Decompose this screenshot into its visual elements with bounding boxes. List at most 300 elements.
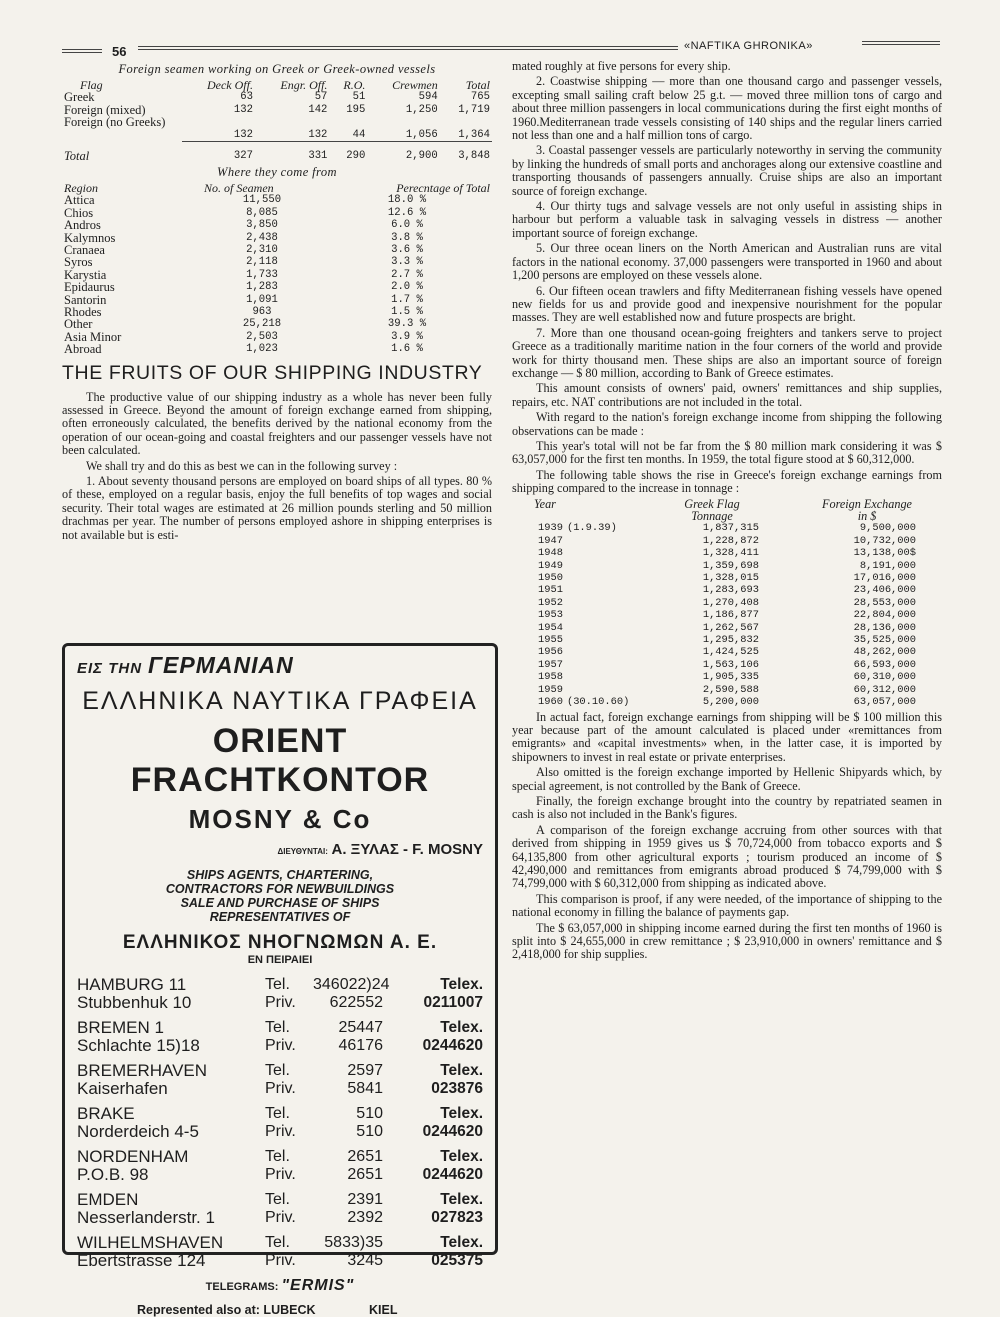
fx-cell: 13,138,00$ xyxy=(853,547,916,560)
percentage-cell: 6.0 % xyxy=(391,219,423,232)
year-cell: 1951 xyxy=(538,584,563,597)
percentage-cell: 3.8 % xyxy=(391,231,423,244)
ad-priv-label: Priv. xyxy=(265,1252,296,1269)
col-region: Region xyxy=(64,180,98,195)
table-row xyxy=(62,91,492,103)
ad-priv-value: 510 xyxy=(356,1123,383,1140)
table-row xyxy=(62,232,492,244)
ad-priv-label: Priv. xyxy=(265,1123,296,1140)
ad-office-phones xyxy=(265,976,391,1012)
ad-office-address xyxy=(77,1019,265,1055)
ad-office-city: BREMEN 1 xyxy=(77,1018,164,1037)
ad-office-street: Kaiserhafen xyxy=(77,1079,168,1098)
ad-represented-also-text: Represented also at: LUBECK xyxy=(137,1303,316,1317)
table-row xyxy=(512,572,942,584)
table-row xyxy=(512,684,942,696)
fx-cell: 8,191,000 xyxy=(859,559,916,572)
col-engr: Engr. Off. xyxy=(280,78,328,92)
ad-office-telex xyxy=(391,1191,483,1227)
header-rule-right xyxy=(862,41,940,45)
col-fx: Foreign Exchange xyxy=(822,496,912,511)
note-cell xyxy=(565,634,661,646)
fx-cell: 35,525,000 xyxy=(853,634,916,647)
table-row xyxy=(62,129,492,142)
table-row xyxy=(512,560,942,572)
grand-total: 3,848 xyxy=(458,149,490,162)
fx-cell: 23,406,000 xyxy=(853,584,916,597)
ad-office xyxy=(77,1105,483,1141)
year-cell: 1949 xyxy=(538,559,563,572)
paragraph: 7. More than one thousand ocean-going freighters and tankers serve to project Greece as a traditionally maritime nation in the four corners of the world and provide work for thirty thousand men. These ships are also an important source of foreign exchange — $ 80 million, according to Bank of Greece estimates. xyxy=(512,325,942,380)
ad-office-telex xyxy=(391,1148,483,1184)
engr-cell: 132 xyxy=(255,129,329,142)
ad-priv-value: 2392 xyxy=(347,1209,383,1226)
region-cell: Rhodes xyxy=(64,305,102,319)
ad-tel-value: 2597 xyxy=(347,1062,383,1079)
ad-office xyxy=(77,1191,483,1227)
ad-office xyxy=(77,976,483,1012)
col-crew: Crewmen xyxy=(392,78,438,92)
table-row xyxy=(512,671,942,683)
ad-office xyxy=(77,1234,483,1270)
ad-tel-label: Tel. xyxy=(265,1062,290,1079)
header-rule-left xyxy=(62,49,102,53)
table-row xyxy=(512,634,942,646)
fx-cell: 66,593,000 xyxy=(853,658,916,671)
seamen-cell: 8,085 xyxy=(246,206,278,219)
note-cell: (30.10.60) xyxy=(566,696,630,709)
note-cell xyxy=(565,584,661,596)
ad-office-address xyxy=(77,976,265,1012)
fx-cell: 17,016,000 xyxy=(853,572,916,585)
ad-office-phones xyxy=(265,1105,391,1141)
tonnage-cell: 1,359,698 xyxy=(702,559,759,572)
percentage-cell: 18.0 % xyxy=(387,194,427,207)
ad-services xyxy=(77,868,483,924)
ro-cell: 195 xyxy=(346,103,366,116)
ad-office-phones xyxy=(265,1234,391,1270)
tonnage-cell: 1,328,015 xyxy=(702,572,759,585)
note-cell xyxy=(565,535,661,547)
ro-cell: 44 xyxy=(329,129,367,142)
ad-directors-names: Α. ΞΥΛΑΣ - F. MOSNY xyxy=(331,841,483,858)
flag-cell: Foreign (no Greeks) xyxy=(64,115,166,130)
region-cell: Chios xyxy=(64,205,94,220)
left-column xyxy=(62,62,492,544)
paragraph: Also omitted is the foreign exchange imported by Hellenic Shipyards which, by special agreement, is not controlled by the Bank of Greece. xyxy=(512,765,942,793)
paragraph: The following table shows the rise in Greece's foreign exchange earnings from shipping compared to the increase in tonnage : xyxy=(512,467,942,496)
origin-table xyxy=(62,182,492,194)
note-cell xyxy=(565,684,661,696)
year-cell: 1948 xyxy=(538,547,563,560)
origin-table-title: Where they come from xyxy=(217,164,337,179)
ad-office-city: WILHELMSHAVEN xyxy=(77,1233,224,1252)
ad-greek-name: ΕΛΛΗΝΙΚΑ ΝΑΥΤΙΚΑ ΓΡΑΦΕΙΑ xyxy=(82,687,478,715)
seamen-cell: 2,310 xyxy=(246,243,278,256)
ad-office-city: EMDEN xyxy=(77,1190,139,1209)
fx-cell: 60,310,000 xyxy=(853,671,916,684)
percentage-cell: 3.9 % xyxy=(391,330,423,343)
flag-cell: Greek xyxy=(64,90,95,105)
ad-telex-value: 025375 xyxy=(431,1252,483,1269)
fx-cell: 9,500,000 xyxy=(859,522,916,535)
ad-tel-label: Tel. xyxy=(265,1019,290,1036)
percentage-cell: 1.5 % xyxy=(391,306,423,318)
table-row xyxy=(512,535,942,547)
flag-cell: Foreign (mixed) xyxy=(64,102,146,117)
seamen-cell: 1,733 xyxy=(246,268,278,281)
seamen-cell: 3,850 xyxy=(246,219,278,232)
ad-tel-value: 346022)24 xyxy=(313,976,390,993)
ad-telegrams-value: "ERMIS" xyxy=(281,1277,355,1294)
table-row xyxy=(62,207,492,219)
note-cell xyxy=(565,659,661,671)
ad-company-name: ORIENT FRACHTKONTOR xyxy=(130,722,430,799)
table-row xyxy=(62,281,492,293)
ad-tel-value: 2391 xyxy=(347,1191,383,1208)
paragraph: 5. Our three ocean liners on the North American and Australian runs are vital factors in the national economy. 37,000 passengers were transported in 1960 and about 1,200 persons are employed on these vessels alone. xyxy=(512,241,942,283)
col-total: Total xyxy=(465,78,490,92)
percentage-cell: 3.3 % xyxy=(391,256,423,269)
note-cell xyxy=(565,560,661,572)
paragraph: This amount consists of owners' paid, owners' remittances and ship supplies, repairs, etc. NAT contributions are not included in the total. xyxy=(512,381,942,409)
table-row xyxy=(512,609,942,621)
ad-office-address xyxy=(77,1062,265,1098)
year-cell: 1957 xyxy=(538,658,563,671)
ad-kiel: KIEL xyxy=(369,1303,398,1317)
tonnage-cell: 1,186,877 xyxy=(702,609,759,622)
paragraph: The productive value of our shipping industry as a whole has never been fully assessed in Greece. Beyond the amount of foreign exchange earned from shipping, often erroneously calculated, the benefits derived by the national economy from the operation of our ocean-going and coastal freighters and our passenger vessels have not been calculated. xyxy=(62,389,492,458)
ad-represented-company: ΕΛΛΗΝΙΚΟΣ ΝΗΟΓΝΩΜΩΝ Α. Ε. xyxy=(122,932,438,953)
table-row xyxy=(62,343,492,355)
region-cell: Abroad xyxy=(64,342,102,357)
tonnage-cell: 1,563,106 xyxy=(702,658,759,671)
table-row xyxy=(62,294,492,306)
fx-cell: 48,262,000 xyxy=(853,646,916,659)
ad-directors-label: ΔΙΕΥΘΥΝΤΑΙ: xyxy=(277,847,328,856)
crew-cell: 1,056 xyxy=(367,129,439,142)
note-cell xyxy=(565,671,661,683)
engr-cell: 57 xyxy=(314,91,328,104)
deck-cell: 63 xyxy=(240,91,253,104)
paragraph: 6. Our fifteen ocean trawlers and fifty Mediterranean fishing vessels have opened new fields for us and provide good and inexpensive nourishment for the popular masses. They are well established now and future prospects are bright. xyxy=(512,283,942,325)
ad-office-list xyxy=(77,976,483,1270)
ad-office-phones xyxy=(265,1019,391,1055)
note-cell xyxy=(565,646,661,658)
table-row xyxy=(62,306,492,318)
fx-cell: 22,804,000 xyxy=(853,609,916,622)
table-row xyxy=(512,597,942,609)
seamen-cell: 11,550 xyxy=(242,194,282,207)
ad-telex-value: 027823 xyxy=(431,1209,483,1226)
note-cell xyxy=(565,609,661,621)
ad-telex-label: Telex. xyxy=(440,976,483,993)
ad-office-phones xyxy=(265,1148,391,1184)
col-flag: Flag xyxy=(80,78,103,92)
percentage-cell: 1.7 % xyxy=(391,293,423,306)
region-cell: Other xyxy=(64,317,93,332)
region-cell: Asia Minor xyxy=(64,329,122,344)
region-cell: Santorin xyxy=(64,292,107,307)
note-cell xyxy=(565,597,661,609)
ad-top-small: ΕΙΣ ΤΗΝ xyxy=(77,660,143,677)
table-row xyxy=(512,696,942,708)
seamen-table xyxy=(62,79,492,162)
ad-represented-location: ΕΝ ΠΕΙΡΑΙΕΙ xyxy=(247,954,313,966)
ad-priv-value: 5841 xyxy=(347,1080,383,1097)
col-fx-2: in $ xyxy=(857,509,877,523)
origin-table-body xyxy=(62,194,492,355)
ad-office-phones xyxy=(265,1191,391,1227)
total-label: Total xyxy=(64,148,90,163)
ro-cell: 51 xyxy=(352,91,366,104)
ad-service-line: SALE AND PURCHASE OF SHIPS xyxy=(180,896,380,910)
year-cell: 1955 xyxy=(538,634,563,647)
tonnage-cell: 1,262,567 xyxy=(702,621,759,634)
ad-represented-also xyxy=(77,1303,483,1317)
seamen-cell: 1,283 xyxy=(246,281,278,294)
total-cell: 1,719 xyxy=(458,103,490,116)
ad-priv-label: Priv. xyxy=(265,1166,296,1183)
ad-office-address xyxy=(77,1105,265,1141)
year-cell: 1952 xyxy=(538,596,563,609)
paragraph: 1. About seventy thousand persons are employed on board ships of all types. 80 % of these, employed on a regular basis, enjoy the full benefits of top wages and social security. Their total wages are estimated at 26 million pounds sterling and 50 million drachmas per year. The number of persons employed ashore in shipping enterprises is not available but is esti- xyxy=(62,474,492,542)
year-cell: 1947 xyxy=(538,534,563,547)
ad-office-street: Ebertstrasse 124 xyxy=(77,1251,206,1270)
ad-top-big: ΓΕΡΜΑΝΙΑΝ xyxy=(148,652,294,678)
ad-tel-value: 25447 xyxy=(338,1019,383,1036)
ad-office-address xyxy=(77,1191,265,1227)
tonnage-cell: 1,837,315 xyxy=(702,522,759,535)
ad-office-telex xyxy=(391,1105,483,1141)
table-row xyxy=(62,318,492,330)
ad-priv-label: Priv. xyxy=(265,1080,296,1097)
seamen-cell: 1,023 xyxy=(246,343,278,356)
origin-table-header xyxy=(62,182,492,194)
seamen-table-title: Foreign seamen working on Greek or Greek-owned vessels xyxy=(118,62,436,76)
ad-office-street: P.O.B. 98 xyxy=(77,1165,149,1184)
ad-telex-value: 0211007 xyxy=(423,994,483,1011)
ad-office-address xyxy=(77,1234,265,1270)
ad-office-city: NORDENHAM xyxy=(77,1147,189,1166)
ad-company-name-2: MOSNY & Co xyxy=(188,804,372,834)
ad-office xyxy=(77,1148,483,1184)
table-row xyxy=(62,331,492,343)
fx-cell: 28,136,000 xyxy=(853,621,916,634)
total-row xyxy=(62,150,492,162)
engr-total: 331 xyxy=(308,149,328,162)
ad-telex-label: Telex. xyxy=(440,1019,483,1036)
fx-cell: 10,732,000 xyxy=(853,534,916,547)
tonnage-cell: 1,228,872 xyxy=(702,534,759,547)
ad-tel-label: Tel. xyxy=(265,1148,290,1165)
fx-table-header xyxy=(512,498,942,523)
page-number: 56 xyxy=(112,44,127,59)
tonnage-cell: 1,905,335 xyxy=(702,671,759,684)
paragraph: 4. Our thirty tugs and salvage vessels are not only useful in assisting ships in harbour but perform a valuable task in salvaging vessels in distress — another important source of foreign exchange. xyxy=(512,199,942,240)
fx-table xyxy=(512,522,942,708)
note-cell xyxy=(565,622,661,634)
seamen-cell: 963 xyxy=(252,306,272,318)
tonnage-cell: 1,270,408 xyxy=(702,596,759,609)
region-cell: Kalymnos xyxy=(64,230,116,245)
total-cell: 765 xyxy=(470,91,490,104)
ad-service-line: REPRESENTATIVES OF xyxy=(209,910,351,924)
ad-office-street: Schlachte 15)18 xyxy=(77,1036,200,1055)
table-row xyxy=(62,219,492,231)
year-cell: 1956 xyxy=(538,646,563,659)
percentage-cell: 12.6 % xyxy=(387,206,427,219)
table-row xyxy=(512,659,942,671)
ad-office-telex xyxy=(391,976,483,1012)
table-row xyxy=(512,522,942,534)
region-cell: Epidaurus xyxy=(64,280,115,295)
percentage-cell: 39.3 % xyxy=(387,318,427,331)
year-cell: 1953 xyxy=(538,609,563,622)
ad-office-street: Nesserlanderstr. 1 xyxy=(77,1208,215,1227)
ad-priv-label: Priv. xyxy=(265,1209,296,1226)
ro-total: 290 xyxy=(346,149,366,162)
note-cell xyxy=(565,572,661,584)
ad-telex-label: Telex. xyxy=(440,1234,483,1251)
fx-cell: 63,057,000 xyxy=(853,696,916,709)
crew-cell: 594 xyxy=(418,91,438,104)
ad-priv-value: 46176 xyxy=(338,1037,383,1054)
ad-tel-label: Tel. xyxy=(265,1105,290,1122)
region-cell: Cranaea xyxy=(64,242,105,257)
year-cell: 1960 xyxy=(538,696,563,709)
region-cell: Syros xyxy=(64,255,93,270)
deck-cell: 132 xyxy=(233,103,253,116)
year-cell: 1959 xyxy=(538,683,563,696)
tonnage-cell: 1,283,693 xyxy=(702,584,759,597)
region-cell: Attica xyxy=(64,193,95,208)
col-seamen: No. of Seamen xyxy=(204,180,274,195)
ad-office-city: HAMBURG 11 xyxy=(77,975,187,994)
ad-office xyxy=(77,1019,483,1055)
percentage-cell: 2.0 % xyxy=(391,281,423,294)
ad-priv-value: 3245 xyxy=(347,1252,383,1269)
article-headline: THE FRUITS OF OUR SHIPPING INDUSTRY xyxy=(62,361,483,384)
ad-office-phones xyxy=(265,1062,391,1098)
year-cell: 1958 xyxy=(538,671,563,684)
seamen-cell: 2,438 xyxy=(246,231,278,244)
seamen-cell: 25,218 xyxy=(242,318,282,331)
percentage-cell: 1.6 % xyxy=(391,343,423,356)
ad-office-telex xyxy=(391,1234,483,1270)
ad-top-line xyxy=(77,652,483,679)
ad-telex-label: Telex. xyxy=(440,1105,483,1122)
region-cell: Karystia xyxy=(64,267,107,282)
ad-office-city: BREMERHAVEN xyxy=(77,1061,208,1080)
seamen-cell: 1,091 xyxy=(246,293,278,306)
ad-priv-value: 622552 xyxy=(329,994,383,1011)
tonnage-cell: 1,424,525 xyxy=(702,646,759,659)
col-tonnage-2: Tonnage xyxy=(691,509,733,523)
deck-total: 327 xyxy=(233,149,253,162)
table-row xyxy=(62,256,492,268)
paragraph: We shall try and do this as best we can in the following survey : xyxy=(86,458,398,473)
ad-priv-value: 2651 xyxy=(347,1166,383,1183)
seamen-table-header xyxy=(62,79,492,91)
table-row xyxy=(62,194,492,206)
table-row xyxy=(62,269,492,281)
ad-office-street: Norderdeich 4-5 xyxy=(77,1122,199,1141)
advertisement xyxy=(62,643,498,1317)
ad-office-city: BRAKE xyxy=(77,1104,135,1123)
fx-cell: 28,553,000 xyxy=(853,596,916,609)
ad-telex-value: 0244620 xyxy=(422,1123,483,1140)
total-cell: 1,364 xyxy=(440,129,492,142)
paragraph: The $ 63,057,000 in shipping income earned during the first ten months of 1960 is split into $ 24,655,000 in crew remittance ; $ 23,910,000 in owners' remittance and $ 2,418,000 for ship supplies. xyxy=(512,920,942,962)
table-row xyxy=(62,244,492,256)
ad-office xyxy=(77,1062,483,1098)
tonnage-cell: 2,590,588 xyxy=(702,683,759,696)
year-cell: 1950 xyxy=(538,572,563,585)
region-cell: Andros xyxy=(64,218,101,233)
ad-office-address xyxy=(77,1148,265,1184)
ad-telex-label: Telex. xyxy=(440,1148,483,1165)
ad-directors xyxy=(77,841,483,858)
ad-telex-value: 023876 xyxy=(431,1080,483,1097)
crew-total: 2,900 xyxy=(405,149,438,162)
table-row xyxy=(512,547,942,559)
fx-cell: 60,312,000 xyxy=(853,683,916,696)
paragraph: Finally, the foreign exchange brought into the country by repatriated seamen in cash is also not included in the Bank's figures. xyxy=(512,793,942,822)
paragraph: This comparison is proof, if any were needed, of the importance of shipping to the national economy in filling the balance of payments gap. xyxy=(512,891,942,920)
paragraph: In actual fact, foreign exchange earnings from shipping will be $ 100 million this year because part of the amount calculated is placed under «remittances from emigrants» and «capital investments» when, in the latter case, it is imported by shipowners to invest in real estate or private enterprises. xyxy=(512,709,942,764)
ad-telex-label: Telex. xyxy=(440,1062,483,1079)
ad-telex-value: 0244620 xyxy=(422,1037,483,1054)
ad-priv-label: Priv. xyxy=(265,994,296,1011)
ad-tel-value: 5833)35 xyxy=(324,1234,383,1251)
tonnage-cell: 5,200,000 xyxy=(702,696,759,709)
ad-office-telex xyxy=(391,1062,483,1098)
note-cell xyxy=(565,547,661,559)
paragraph: A comparison of the foreign exchange accruing from other sources with that derived from shipping in 1959 gives us $ 70,724,000 from tobacco exports and $ 64,135,800 from other agricultural exports ; tourism produced an income of $ 42,490,000 and remittances from emigrants abroad produced $ 74,799,000 with $ 74,799,000 with $ 60,312,000 from shipping as indicated above. xyxy=(512,822,942,891)
ad-tel-value: 510 xyxy=(356,1105,383,1122)
col-ro: R.O. xyxy=(343,78,366,92)
percentage-cell: 2.7 % xyxy=(391,268,423,281)
ad-telegrams xyxy=(77,1277,483,1295)
paragraph: With regard to the nation's foreign exchange income from shipping the following observations can be made : xyxy=(512,410,942,438)
header-rule-mid xyxy=(138,46,678,50)
right-column xyxy=(512,60,942,964)
tonnage-cell: 1,295,832 xyxy=(702,634,759,647)
tonnage-cell: 1,328,411 xyxy=(702,547,759,560)
ad-office-street: Stubbenhuk 10 xyxy=(77,993,192,1012)
running-title: «NAFTIKA GHRONIKA» xyxy=(684,40,813,52)
crew-cell: 1,250 xyxy=(405,103,438,116)
percentage-cell: 3.6 % xyxy=(391,243,423,256)
table-row xyxy=(512,622,942,634)
deck-cell: 132 xyxy=(182,129,255,142)
table-row xyxy=(512,584,942,596)
ad-tel-label: Tel. xyxy=(265,1191,290,1208)
engr-cell: 142 xyxy=(308,103,328,116)
col-tonnage: Greek Flag xyxy=(684,496,740,511)
ad-service-line: SHIPS AGENTS, CHARTERING, xyxy=(186,868,374,882)
ad-tel-label: Tel. xyxy=(265,1234,290,1251)
table-row xyxy=(62,116,492,128)
note-cell: (1.9.39) xyxy=(566,522,617,535)
ad-telex-value: 0244620 xyxy=(422,1166,483,1183)
paragraph: This year's total will not be far from the $ 80 million mark considering it was $ 63,057,000 for the first ten months. In 1959, the total figure stood at $ 60,312,000. xyxy=(512,438,942,467)
year-cell: 1954 xyxy=(538,621,563,634)
ad-tel-label: Tel. xyxy=(265,976,290,993)
table-row xyxy=(512,646,942,658)
col-deck: Deck Off. xyxy=(206,78,253,92)
